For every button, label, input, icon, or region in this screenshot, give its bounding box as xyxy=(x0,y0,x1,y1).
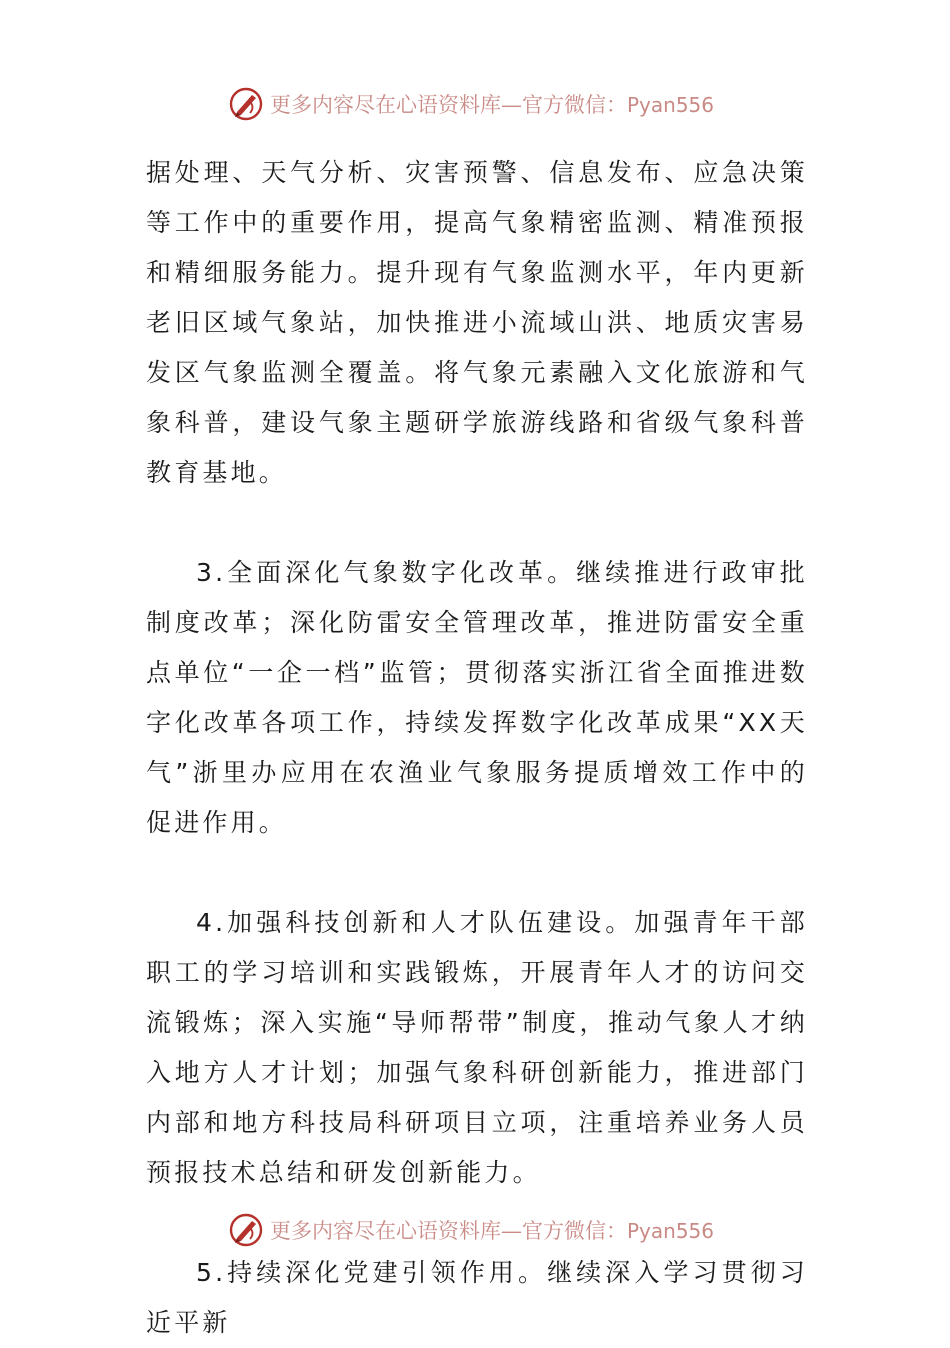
document-body xyxy=(146,148,808,1348)
paragraph-item-5: 5.持续深化党建引领作用。继续深入学习贯彻习近平新 xyxy=(146,1258,808,1337)
footer-wechat-id: Pyan556 xyxy=(627,1219,715,1243)
pen-logo-icon xyxy=(228,86,264,122)
header-wechat-id: Pyan556 xyxy=(627,93,715,117)
paragraph-item-4: 4.加强科技创新和人才队伍建设。加强青年干部职工的学习培训和实践锻炼，开展青年人才的访问交流锻炼；深入实施“导师帮带”制度，推动气象人才纳入地方人才计划；加强气象科研创新能力，推进部门内部和地方科技局科研项目立项，注重培养业务人员预报技术总结和研发创新能力。 xyxy=(146,908,808,1187)
paragraph-item-3: 3.全面深化气象数字化改革。继续推进行政审批制度改革；深化防雷安全管理改革，推进防雷安全重点单位“一企一档”监管；贯彻落实浙江省全面推进数字化改革各项工作，持续发挥数字化改革成果“XX天气”浙里办应用在农渔业气象服务提质增效工作中的促进作用。 xyxy=(146,558,808,837)
footer-banner-text: 更多内容尽在心语资料库—官方微信：Pyan556 xyxy=(270,1219,715,1243)
pen-logo-icon xyxy=(228,1212,264,1248)
paragraph-continuation: 据处理、天气分析、灾害预警、信息发布、应急决策等工作中的重要作用，提高气象精密监测、精准预报和精细服务能力。提升现有气象监测水平，年内更新老旧区域气象站，加快推进小流域山洪、地质灾害易发区气象监测全覆盖。将气象元素融入文化旅游和气象科普，建设气象主题研学旅游线路和省级气象科普教育基地。 xyxy=(146,158,808,487)
header-banner xyxy=(228,84,748,124)
header-banner-text: 更多内容尽在心语资料库—官方微信：Pyan556 xyxy=(270,93,715,117)
footer-banner xyxy=(228,1210,748,1250)
